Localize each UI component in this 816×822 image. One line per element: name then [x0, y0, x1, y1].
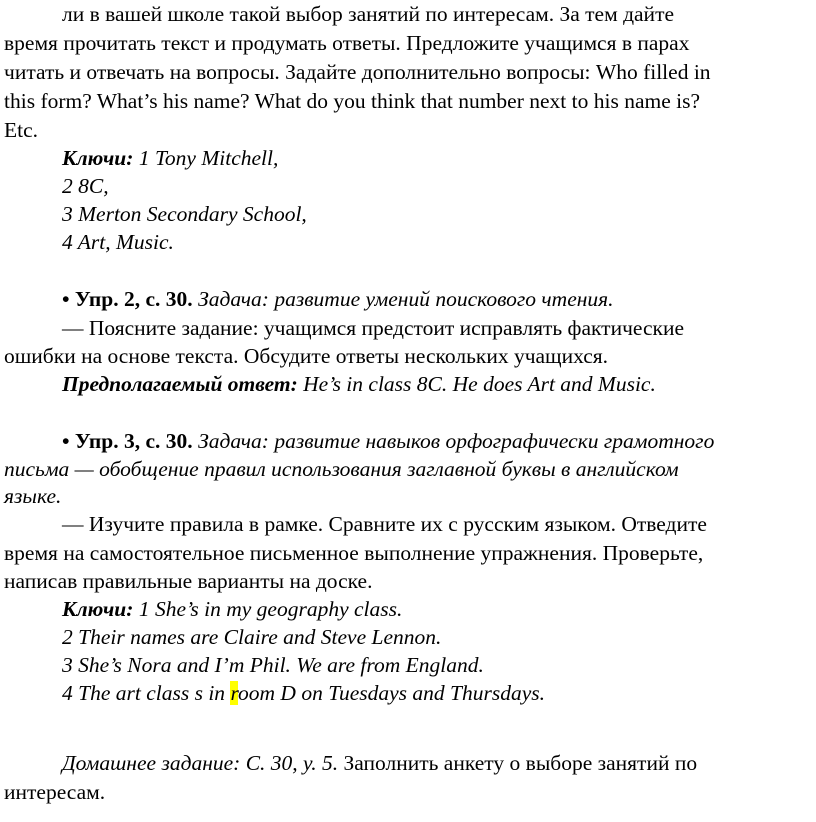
keys-2-item-4-part-b: oom D on Tuesdays and Thursdays.	[238, 681, 546, 705]
highlighted-letter: r	[230, 681, 239, 705]
keys-1-item-2: 2 8C,	[62, 174, 109, 198]
keys-1-item-4: 4 Art, Music.	[62, 230, 174, 254]
ex3-line-2: время на самостоятельное письменное выполнение упражнения. Проверьте,	[4, 541, 704, 565]
keys-2-line-1	[62, 595, 402, 623]
ex3-task-3: языке.	[4, 484, 62, 508]
ex3-line-1: — Изучите правила в рамке. Сравните их с русским языком. Отведите	[62, 512, 707, 536]
ex2-answer	[62, 370, 656, 398]
ex2-answer-text: He’s in class 8C. He does Art and Music.	[297, 372, 656, 396]
intro-line-5: Etc.	[4, 118, 39, 142]
ex3-heading	[62, 427, 714, 455]
keys-1-line-1	[62, 144, 278, 172]
keys-2-item-2: 2 Their names are Claire and Steve Lennon.	[62, 625, 442, 649]
ex2-answer-label: Предполагаемый ответ:	[62, 372, 298, 396]
ex3-line-3: написав правильные варианты на доске.	[4, 569, 373, 593]
keys-2-item-1: 1 She’s in my geography class.	[133, 597, 403, 621]
intro-line-1: ли в вашей школе такой выбор занятий по интересам. За тем дайте	[62, 2, 675, 26]
keys-1-label: Ключи:	[62, 146, 134, 170]
homework-label: Домашнее задание: С. 30, у. 5.	[62, 751, 339, 775]
keys-2-item-4	[62, 679, 545, 707]
keys-1-item-1: 1 Tony Mitchell,	[133, 146, 279, 170]
keys-1-item-3: 3 Merton Secondary School,	[62, 202, 307, 226]
homework-line-2: интересам.	[4, 780, 106, 804]
ex2-bullet: • Упр. 2, с. 30.	[62, 287, 193, 311]
ex3-bullet: • Упр. 3, с. 30.	[62, 429, 193, 453]
homework-line-1	[62, 749, 697, 777]
ex3-task-1: Задача: развитие навыков орфографически грамотного	[192, 429, 715, 453]
intro-line-3: читать и отвечать на вопросы. Задайте дополнительно вопросы: Who filled in	[4, 60, 711, 84]
keys-2-item-3: 3 She’s Nora and I’m Phil. We are from England.	[62, 653, 484, 677]
keys-2-label: Ключи:	[62, 597, 134, 621]
ex3-task-2: письма — обобщение правил использования заглавной буквы в английском	[4, 457, 679, 481]
intro-line-4: this form? What’s his name? What do you think that number next to his name is?	[4, 89, 701, 113]
ex2-heading	[62, 285, 614, 313]
homework-text: Заполнить анкету о выборе занятий по	[338, 751, 698, 775]
ex2-line-1: — Поясните задание: учащимся предстоит исправлять фактические	[62, 316, 685, 340]
intro-line-2: время прочитать текст и продумать ответы. Предложите учащимся в парах	[4, 31, 690, 55]
ex2-task: Задача: развитие умений поискового чтения.	[192, 287, 614, 311]
keys-2-item-4-part-a: 4 The art class s in	[62, 681, 231, 705]
ex2-line-2: ошибки на основе текста. Обсудите ответы нескольких учащихся.	[4, 344, 609, 368]
